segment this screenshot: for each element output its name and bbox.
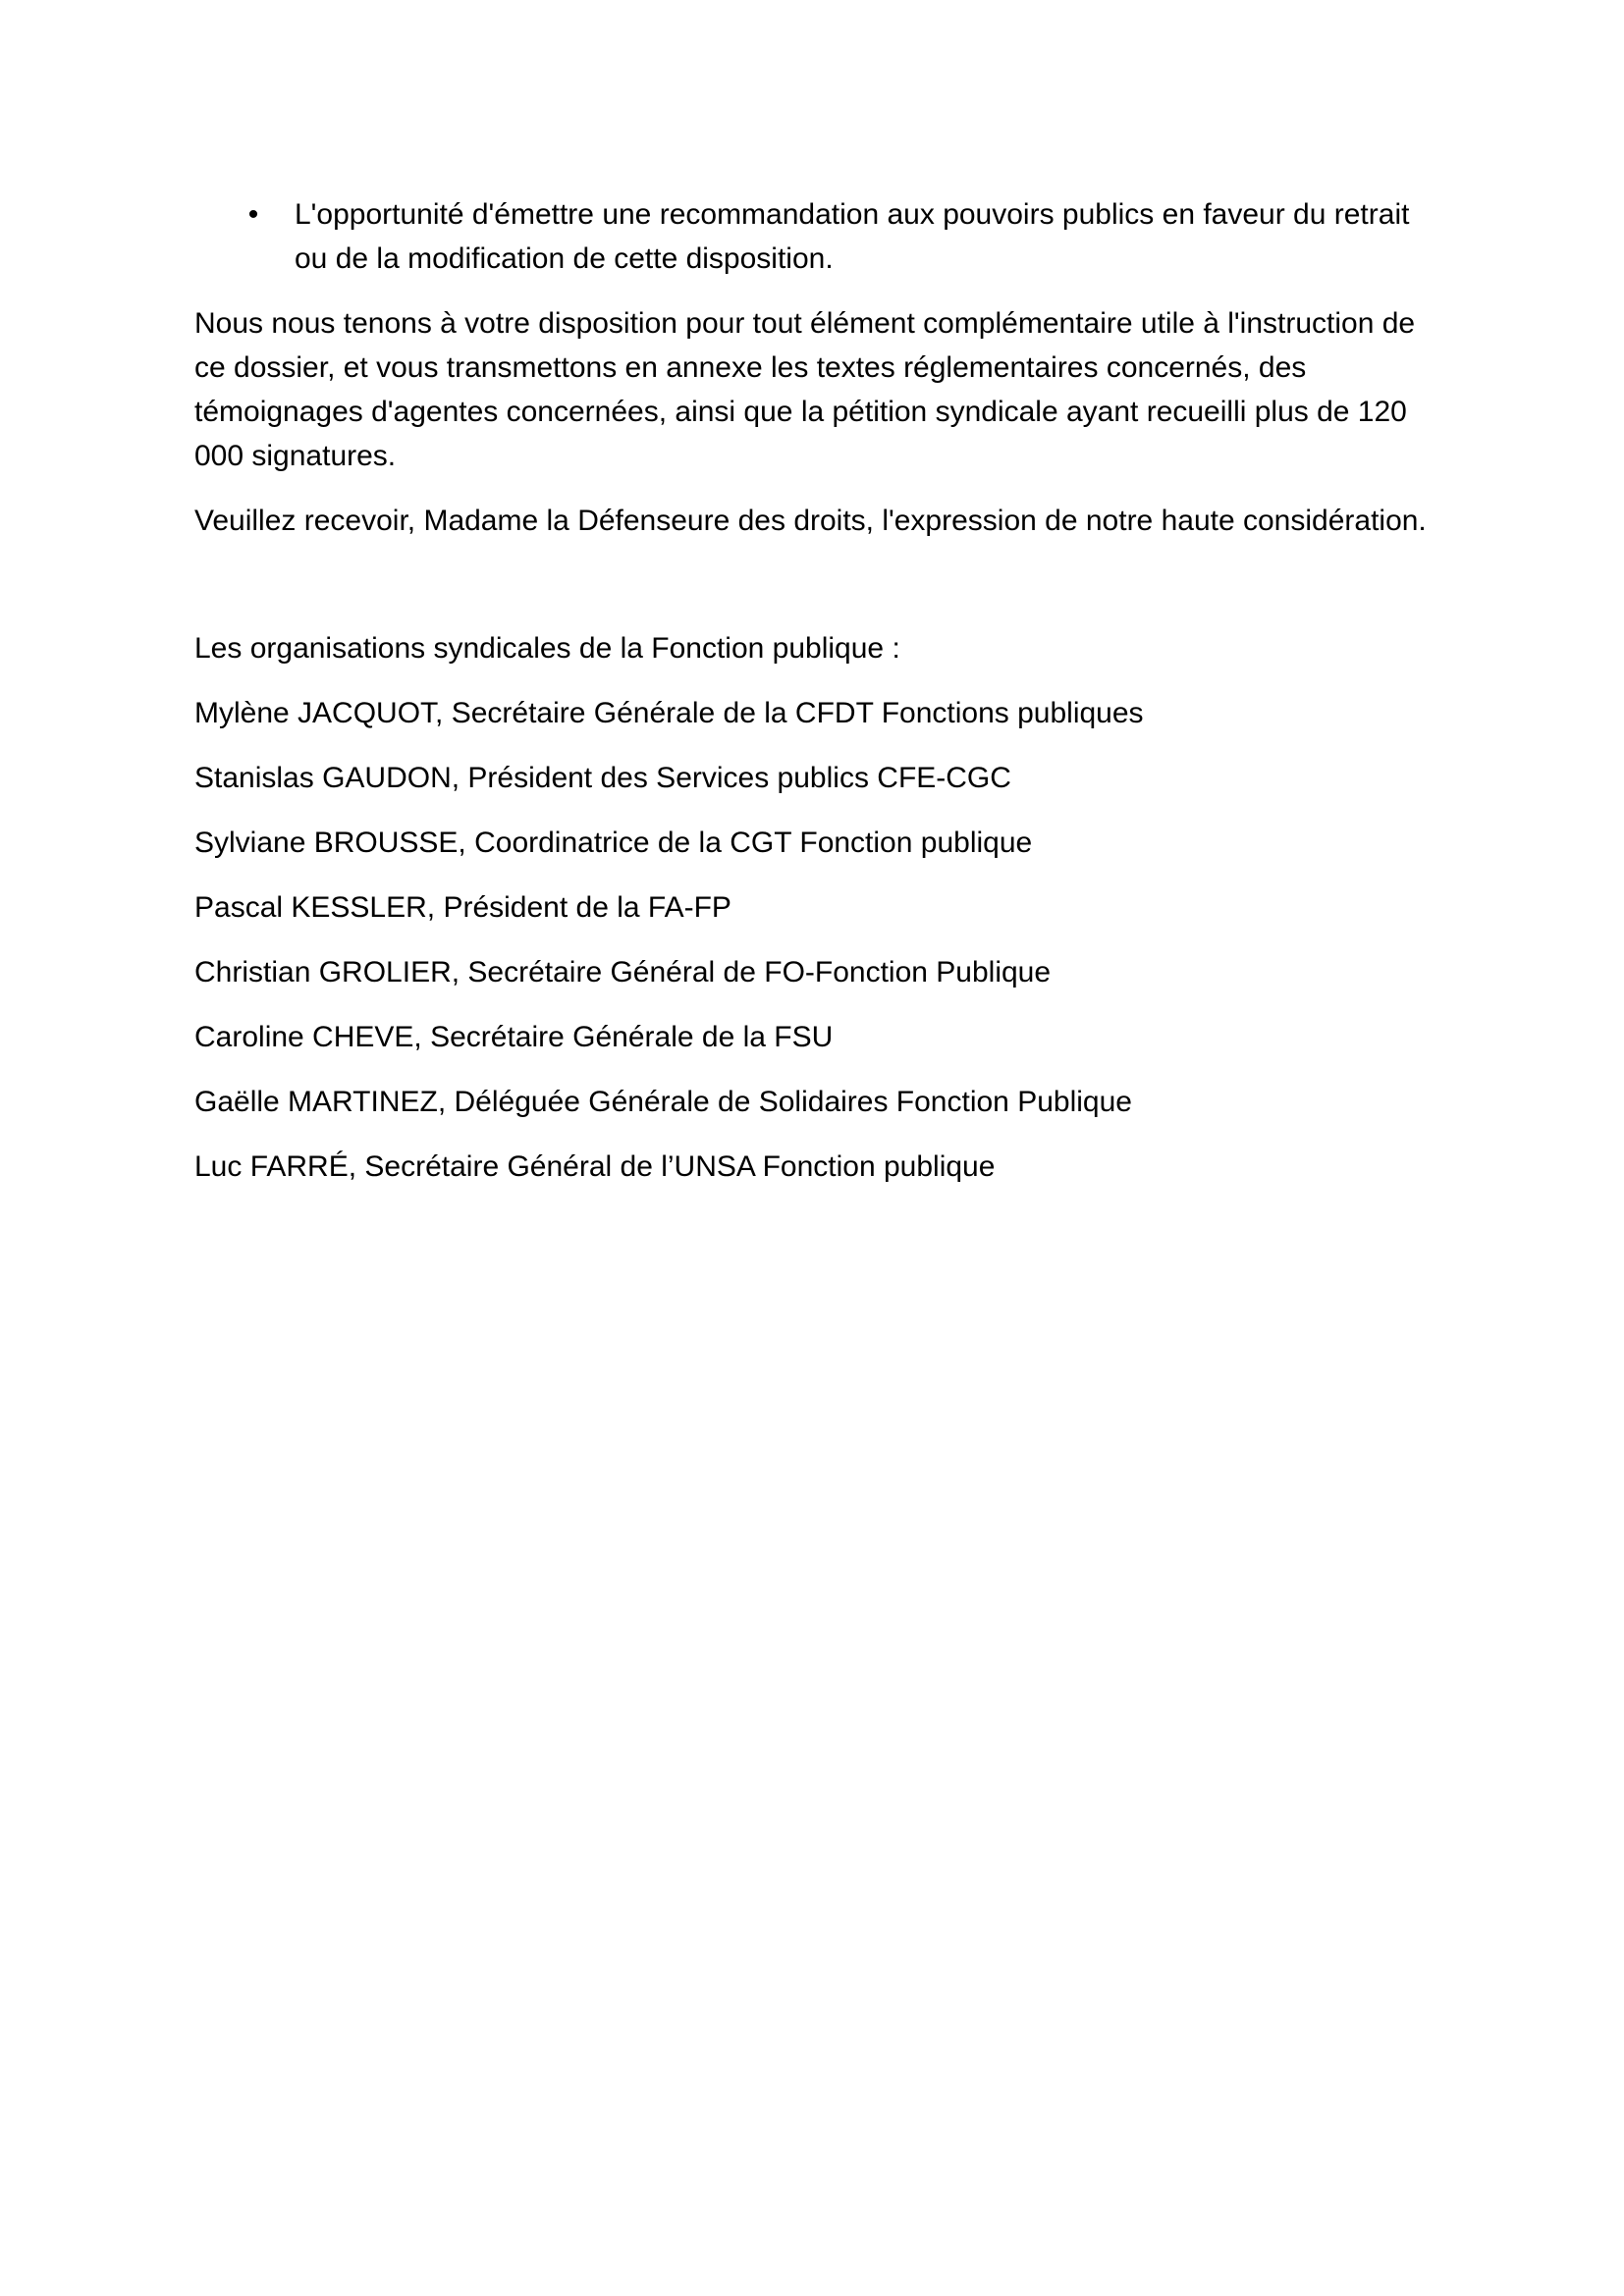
bullet-icon: • [247, 198, 259, 231]
list-item-text: L'opportunité d'émettre une recommandation aux pouvoirs publics en faveur du retrait ou de la modification de cette disposition. [295, 198, 1410, 275]
signatory-line: Pascal KESSLER, Président de la FA-FP [194, 891, 731, 924]
signatory-line: Sylviane BROUSSE, Coordinatrice de la CGT Fonction publique [194, 827, 1033, 859]
signatory-line: Stanislas GAUDON, Président des Services publics CFE-CGC [194, 762, 1011, 794]
signatory-line: Caroline CHEVE, Secrétaire Générale de la FSU [194, 1021, 834, 1053]
paragraph-closing: Veuillez recevoir, Madame la Défenseure des droits, l'expression de notre haute considération. [194, 505, 1427, 537]
signatory-line: Mylène JACQUOT, Secrétaire Générale de la CFDT Fonctions publiques [194, 697, 1144, 729]
signatory-line: Luc FARRÉ, Secrétaire Général de l’UNSA Fonction publique [194, 1150, 996, 1183]
signatory-line: Christian GROLIER, Secrétaire Général de FO-Fonction Publique [194, 956, 1052, 988]
letter-body [194, 192, 1432, 1189]
list-item [194, 192, 1432, 281]
signatories-intro: Les organisations syndicales de la Fonction publique : [194, 632, 900, 665]
signatory-line: Gaëlle MARTINEZ, Déléguée Générale de Solidaires Fonction Publique [194, 1086, 1132, 1118]
recommendation-list [194, 192, 1432, 281]
paragraph-annexes: Nous nous tenons à votre disposition pour tout élément complémentaire utile à l'instruction de ce dossier, et vous transmettons en annexe les textes réglementaires concernés, des témoignages d'agentes concernées, ainsi que la pétition syndicale ayant recueilli plus de 120 000 signatures. [194, 307, 1416, 472]
signatories-list [194, 691, 1432, 1189]
